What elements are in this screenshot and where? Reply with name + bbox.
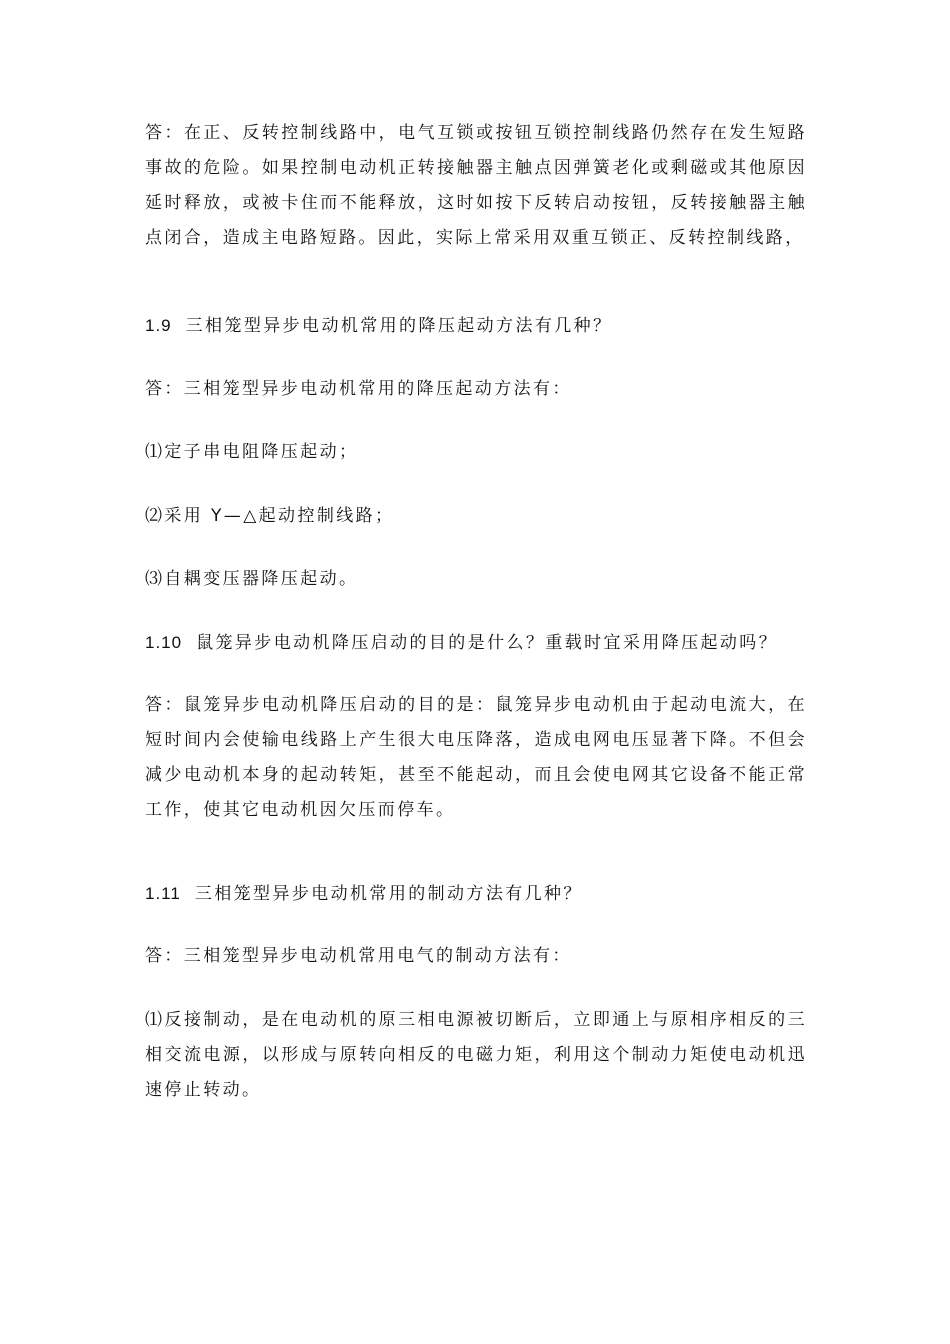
question-number: 1.9 [145,316,172,335]
question-heading-1-9 [145,308,807,344]
list-item: ⑶自耦变压器降压起动。 [145,569,359,589]
question-text: 三相笼型异步电动机常用的制动方法有几种？ [194,884,583,904]
question-heading-1-10 [145,625,807,661]
question-text: 鼠笼异步电动机降压启动的目的是什么？重载时宜采用降压起动吗？ [196,633,779,653]
question-number: 1.10 [145,633,183,652]
question-heading-1-11 [145,876,807,912]
question-text: 三相笼型异步电动机常用的降压起动方法有几种？ [185,316,613,336]
paragraph-brake-method-1: ⑴反接制动，是在电动机的原三相电源被切断后，立即通上与原相序相反的三相交流电源，以形成与原转向相反的电磁力矩，利用这个制动力矩使电动机迅速停止转动。 [145,1010,807,1100]
answer-intro-1-9: 答：三相笼型异步电动机常用的降压起动方法有： [145,379,572,399]
paragraph-answer-interlock: 答：在正、反转控制线路中，电气互锁或按钮互锁控制线路仍然存在发生短路事故的危险。如果控制电动机正转接触器主触点因弹簧老化或剩磁或其他原因延时释放，或被卡住而不能释放，这时如按下反转启动按钮，反转接触器主触点闭合，造成主电路短路。因此，实际上常采用双重互锁正、反转控制线路， [145,123,807,248]
list-item: ⑴定子串电阻降压起动； [145,442,359,462]
paragraph-answer-1-10: 答：鼠笼异步电动机降压启动的目的是：鼠笼异步电动机由于起动电流大，在短时间内会使输电线路上产生很大电压降落，造成电网电压显著下降。不但会减少电动机本身的起动转矩，甚至不能起动，而且会使电网其它设备不能正常工作，使其它电动机因欠压而停车。 [145,695,807,820]
list-item: ⑵采用 Y—△起动控制线路； [145,506,395,526]
answer-intro-1-11: 答：三相笼型异步电动机常用电气的制动方法有： [145,946,572,966]
question-number: 1.11 [145,884,181,903]
